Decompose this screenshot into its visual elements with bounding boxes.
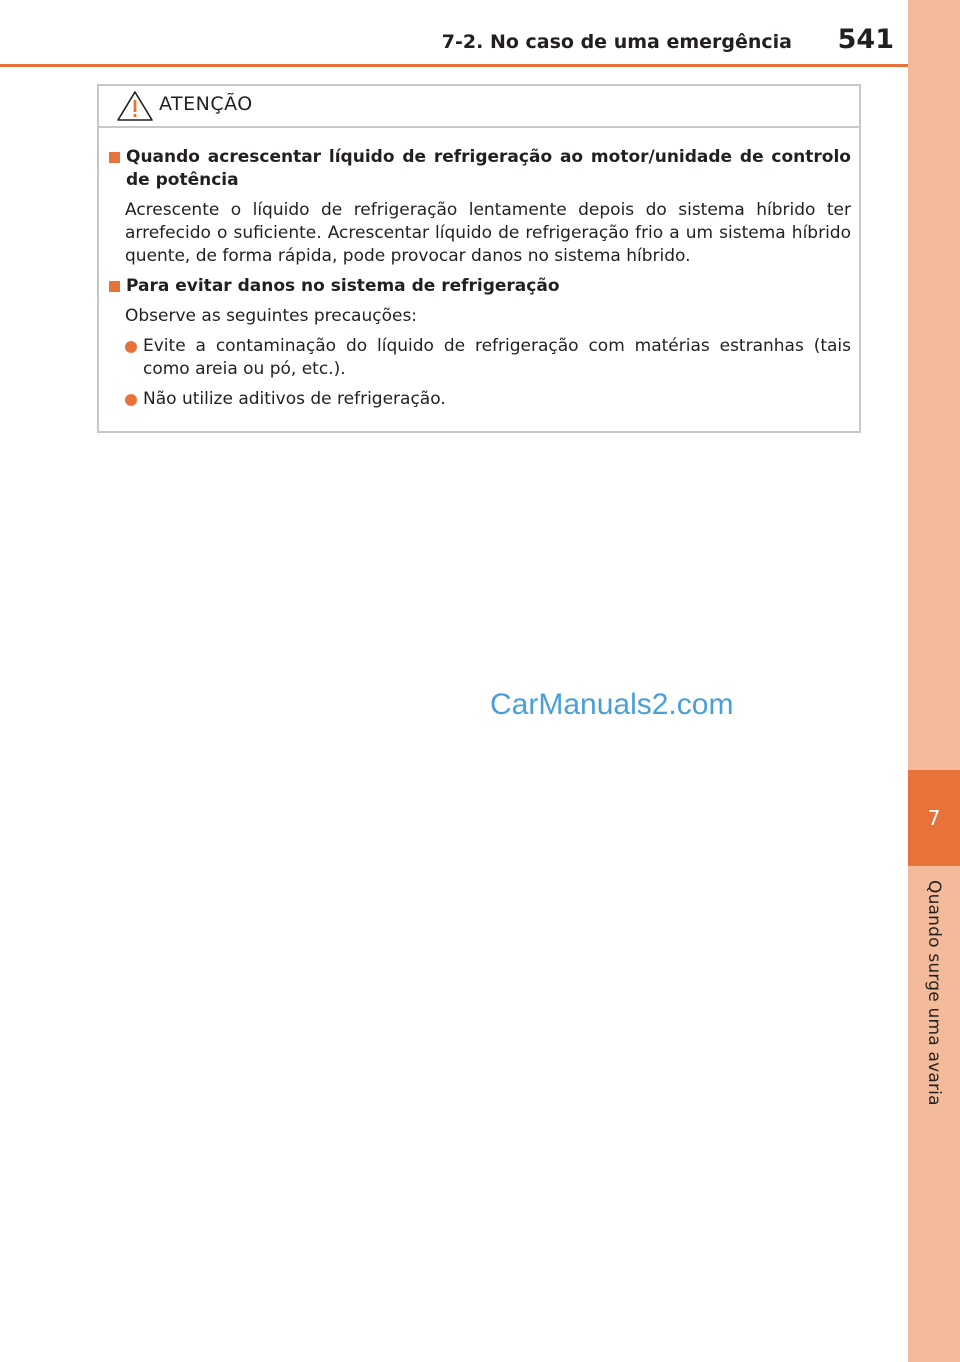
chapter-number: 7 [927, 806, 941, 830]
section-paragraph: Acrescente o líquido de refrigeração lentamente depois do sistema híbrido ter arrefecido o suficiente. Acrescentar líquido de refrigeração frio a um sistema híbrido quente, de forma rápida, pode provocar danos no sistema híbrido. [125, 200, 851, 266]
section-heading [109, 275, 851, 298]
side-tab-strip [908, 0, 960, 1362]
chapter-title: Quando surge uma avaria [924, 880, 944, 1106]
caution-title: ATENÇÃO [159, 93, 253, 115]
caution-header [99, 86, 859, 128]
square-bullet-icon [109, 281, 120, 292]
section-heading-text: Quando acrescentar líquido de refrigeração ao motor/unidade de controlo de potência [126, 147, 851, 190]
list-item [109, 335, 851, 381]
section-heading [109, 146, 851, 192]
header-rule [0, 64, 908, 67]
page-number: 541 [837, 24, 894, 55]
section-title: 7-2. No caso de uma emergência [441, 31, 792, 53]
warning-triangle-icon [116, 90, 154, 122]
circle-bullet-icon [125, 341, 137, 353]
list-item [109, 388, 851, 411]
caution-body [99, 128, 859, 411]
caution-box [97, 84, 861, 433]
watermark: CarManuals2.com [490, 688, 734, 721]
list-item-text: Evite a contaminação do líquido de refrigeração com matérias estranhas (tais como areia ou pó, etc.). [143, 336, 851, 379]
chapter-title-tab [916, 880, 952, 1120]
section-paragraph: Observe as seguintes precauções: [125, 306, 418, 326]
square-bullet-icon [109, 152, 120, 163]
chapter-number-tab [908, 770, 960, 866]
section-heading-text: Para evitar danos no sistema de refrigeração [126, 276, 560, 296]
circle-bullet-icon [125, 394, 137, 406]
list-item-text: Não utilize aditivos de refrigeração. [143, 389, 446, 409]
